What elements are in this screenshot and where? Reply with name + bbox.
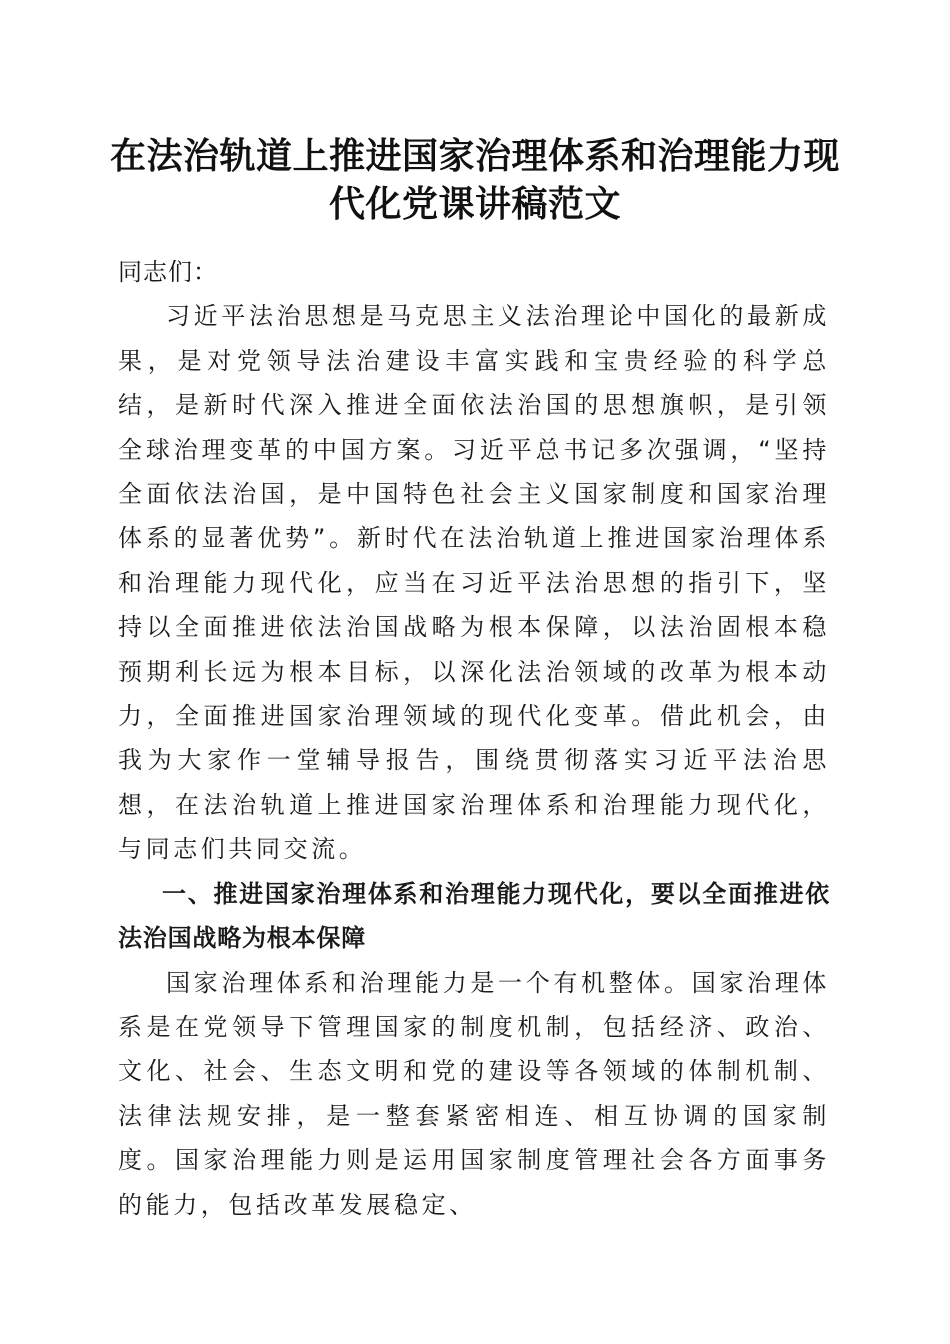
salutation: 同志们： (118, 258, 218, 286)
section-heading-1: 一、推进国家治理体系和治理能力现代化，要以全面推进依法治国战略为根本保障 (118, 879, 830, 953)
paragraph-section-1: 国家治理体系和治理能力是一个有机整体。国家治理体系是在党领导下管理国家的制度机制，包括经济、政治、文化、社会、生态文明和党的建设等各领域的体制机制、法律法规安排，是一整套紧密相连、相互协调的国家制度。国家治理能力则是运用国家制度管理社会各方面事务的能力，包括改革发展稳定、 (118, 968, 830, 1219)
title-line-2: 代化党课讲稿范文 (328, 183, 621, 225)
title-line-1: 在法治轨道上推进国家治理体系和治理能力现 (110, 135, 841, 177)
paragraph-intro: 习近平法治思想是马克思主义法治理论中国化的最新成果，是对党领导法治建设丰富实践和宝贵经验的科学总结，是新时代深入推进全面依法治国的思想旗帜，是引领全球治理变革的中国方案。习近平总书记多次强调，“坚持全面依法治国，是中国特色社会主义国家制度和国家治理体系的显著优势”。新时代在法治轨道上推进国家治理体系和治理能力现代化，应当在习近平法治思想的指引下，坚持以全面推进依法治国战略为根本保障，以法治固根本稳预期利长远为根本目标，以深化法治领域的改革为根本动力，全面推进国家治理领域的现代化变革。借此机会，由我为大家作一堂辅导报告，围绕贯彻落实习近平法治思想，在法治轨道上推进国家治理体系和治理能力现代化，与同志们共同交流。 (118, 302, 830, 864)
document-body (118, 250, 830, 1227)
document-title (110, 132, 840, 228)
